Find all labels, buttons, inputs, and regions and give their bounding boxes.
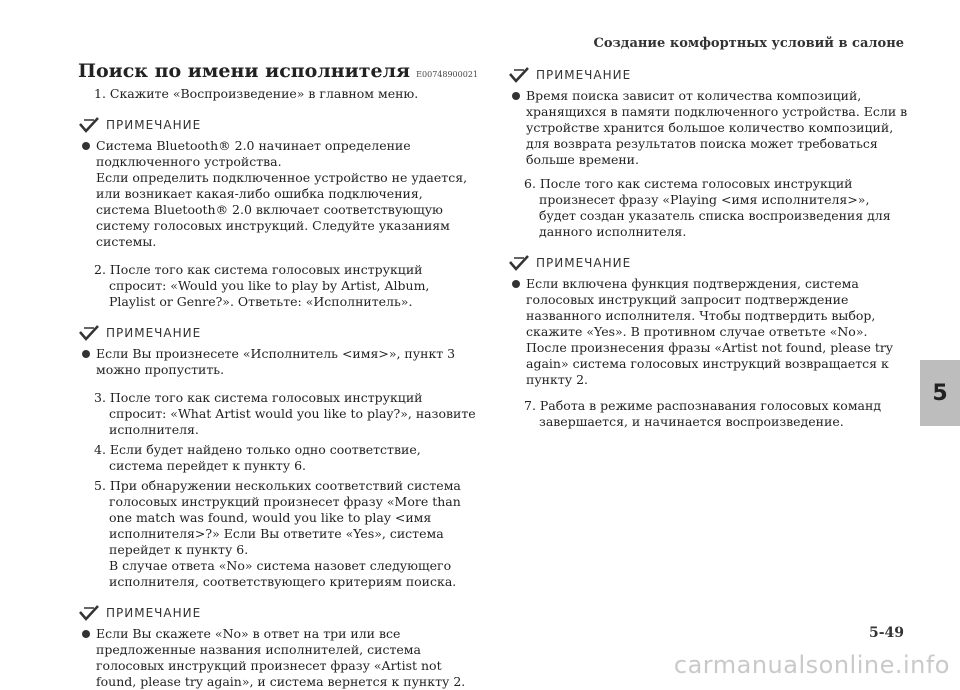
note-header [508,254,908,272]
step-5-continued: В случае ответа «No» система назовет следующего исполнителя, соответствующего критериям поиска. [109,558,457,589]
note-header [508,66,908,84]
page-number: 5-49 [868,625,904,641]
note-text: Если включена функция подтверждения, система голосовых инструкций запросит подтверждение названного исполнителя. Чтобы подтвердить выбор, скажите «Yes». В противном случае ответьте «No». После произнесения фразы «Artist not found, please try again» система голосовых инструкций возвращается к пункту 2. [508,276,908,388]
note-text: Если определить подключенное устройство не удается, или возникает какая-либо ошибка подключения, система Bluetooth® 2.0 включает соответствующую систему голосовых инструкций. Следуйте указаниям системы. [96,170,468,249]
note-label: ПРИМЕЧАНИЕ [106,326,202,340]
note-label: ПРИМЕЧАНИЕ [106,606,202,620]
pencil-check-icon [78,604,100,622]
watermark: carmanualsonline.info [673,651,950,679]
page-header: Создание комфортных условий в салоне [593,36,904,51]
note-text: Система Bluetooth® 2.0 начинает определение подключенного устройства. [96,138,411,169]
note-header [78,116,478,134]
step-5: 5. При обнаружении нескольких соответствий система голосовых инструкций произнесет фразу «More than one match was found, would you like to play <имя исполнителя>?» Если Вы ответите «Yes», система перейдет к пункту 6. [94,478,461,557]
left-column [78,60,478,690]
note-label: ПРИМЕЧАНИЕ [536,256,632,270]
pencil-check-icon [508,254,530,272]
note-text: Если Вы скажете «No» в ответ на три или все предложенные названия исполнителей, система голосовых инструкций произнесет фразу «Artist not found, please try again», и система вернется к пункту 2. [78,626,478,690]
note-text: Если Вы произнесете «Исполнитель <имя>», пункт 3 можно пропустить. [78,346,478,378]
chapter-tab: 5 [920,360,960,426]
note-label: ПРИМЕЧАНИЕ [106,118,202,132]
pencil-check-icon [78,324,100,342]
note-text: Время поиска зависит от количества композиций, хранящихся в памяти подключенного устройства. Если в устройстве хранится большое количество композиций, для возврата результатов поиска может требоваться больше времени. [508,88,908,168]
note-bullet [78,138,478,250]
note-header [78,604,478,622]
step-1: 1. Скажите «Воспроизведение» в главном меню. [94,86,419,101]
step-7: 7. Работа в режиме распознавания голосовых команд завершается, и начинается воспроизведение. [524,398,882,429]
step-2: 2. После того как система голосовых инструкций спросит: «Would you like to play by Artist, Album, Playlist or Genre?». Ответьте: «Исполнитель». [94,262,430,309]
pencil-check-icon [508,66,530,84]
title-row [78,60,478,82]
note-label: ПРИМЕЧАНИЕ [536,68,632,82]
section-title: Поиск по имени исполнителя [78,60,411,82]
right-column [508,66,908,430]
section-code: E00748900021 [416,70,478,79]
step-6: 6. После того как система голосовых инструкций произнесет фразу «Playing <имя исполнителя>», будет создан указатель списка воспроизведения для данного исполнителя. [524,176,891,239]
step-4: 4. Если будет найдено только одно соответствие, система перейдет к пункту 6. [94,442,421,473]
pencil-check-icon [78,116,100,134]
note-header [78,324,478,342]
step-3: 3. После того как система голосовых инструкций спросит: «What Artist would you like to play?», назовите исполнителя. [94,390,476,437]
